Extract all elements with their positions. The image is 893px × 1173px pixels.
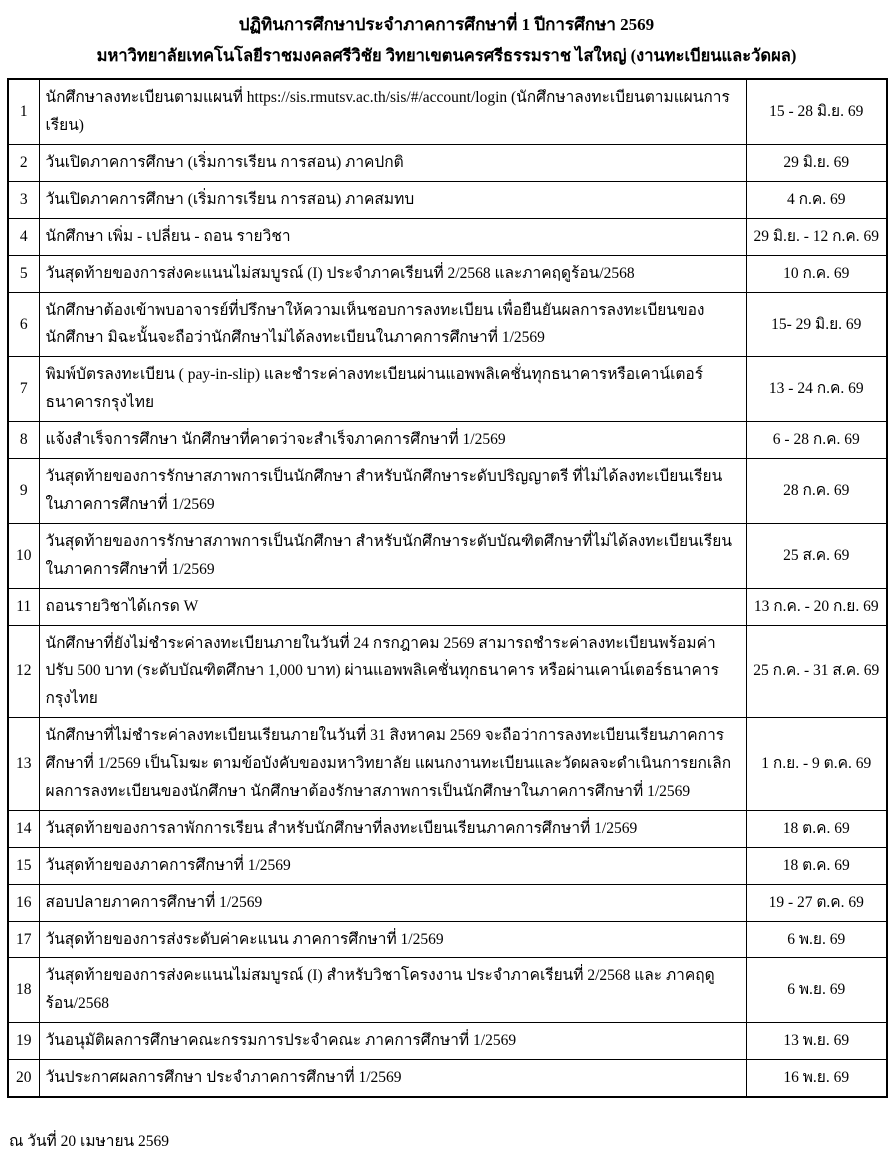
row-description-cell: วันสุดท้ายของการรักษาสภาพการเป็นนักศึกษา สำหรับนักศึกษาระดับปริญญาตรี ที่ไม่ได้ลงทะเบียนเรียนในภาคการศึกษาที่ 1/2569	[39, 459, 746, 524]
table-row	[8, 847, 887, 884]
row-description-cell: นักศึกษา เพิ่ม - เปลี่ยน - ถอน รายวิชา	[39, 218, 746, 255]
row-number-cell: 11	[8, 588, 39, 625]
footer-date-note: ณ วันที่ 20 เมษายน 2569	[9, 1132, 170, 1150]
table-row	[8, 255, 887, 292]
row-number-cell: 14	[8, 810, 39, 847]
row-description-cell: ถอนรายวิชาได้เกรด W	[39, 588, 746, 625]
row-number-cell: 8	[8, 422, 39, 459]
row-date-cell: 19 - 27 ต.ค. 69	[746, 884, 887, 921]
table-row	[8, 145, 887, 182]
row-date-cell: 25 ก.ค. - 31 ส.ค. 69	[746, 625, 887, 718]
table-row	[8, 1023, 887, 1060]
row-number-cell: 19	[8, 1023, 39, 1060]
row-description-cell: วันสุดท้ายของการส่งคะแนนไม่สมบูรณ์ (I) สำหรับวิชาโครงงาน ประจำภาคเรียนที่ 2/2568 และ ภาคฤดูร้อน/2568	[39, 958, 746, 1023]
row-number-cell: 2	[8, 145, 39, 182]
table-row	[8, 459, 887, 524]
row-number-cell: 16	[8, 884, 39, 921]
row-number-cell: 18	[8, 958, 39, 1023]
row-number-cell: 13	[8, 718, 39, 811]
row-description-cell: วันสุดท้ายของการส่งระดับค่าคะแนน ภาคการศึกษาที่ 1/2569	[39, 921, 746, 958]
table-row	[8, 422, 887, 459]
row-number-cell: 10	[8, 523, 39, 588]
document-subtitle: มหาวิทยาลัยเทคโนโลยีราชมงคลศรีวิชัย วิทยาเขตนครศรีธรรมราช ไสใหญ่ (งานทะเบียนและวัดผล)	[96, 45, 797, 65]
row-date-cell: 28 ก.ค. 69	[746, 459, 887, 524]
table-row	[8, 718, 887, 811]
row-date-cell: 1 ก.ย. - 9 ต.ค. 69	[746, 718, 887, 811]
row-date-cell: 13 - 24 ก.ค. 69	[746, 357, 887, 422]
table-row	[8, 79, 887, 144]
calendar-table-body	[8, 79, 887, 1097]
row-number-cell: 1	[8, 79, 39, 144]
row-number-cell: 3	[8, 181, 39, 218]
row-date-cell: 25 ส.ค. 69	[746, 523, 887, 588]
table-row	[8, 958, 887, 1023]
row-description-cell: วันสุดท้ายของการรักษาสภาพการเป็นนักศึกษา สำหรับนักศึกษาระดับบัณฑิตศึกษาที่ไม่ได้ลงทะเบียนเรียนในภาคการศึกษาที่ 1/2569	[39, 523, 746, 588]
row-date-cell: 15 - 28 มิ.ย. 69	[746, 79, 887, 144]
row-date-cell: 18 ต.ค. 69	[746, 810, 887, 847]
row-date-cell: 29 มิ.ย. 69	[746, 145, 887, 182]
table-row	[8, 523, 887, 588]
row-description-cell: วันสุดท้ายของการลาพักการเรียน สำหรับนักศึกษาที่ลงทะเบียนเรียนภาคการศึกษาที่ 1/2569	[39, 810, 746, 847]
row-description-cell: วันสุดท้ายของการส่งคะแนนไม่สมบูรณ์ (I) ประจำภาคเรียนที่ 2/2568 และภาคฤดูร้อน/2568	[39, 255, 746, 292]
table-row	[8, 921, 887, 958]
row-date-cell: 6 พ.ย. 69	[746, 958, 887, 1023]
row-description-cell: วันสุดท้ายของภาคการศึกษาที่ 1/2569	[39, 847, 746, 884]
row-number-cell: 5	[8, 255, 39, 292]
row-description-cell: นักศึกษาที่ไม่ชำระค่าลงทะเบียนเรียนภายในวันที่ 31 สิงหาคม 2569 จะถือว่าการลงทะเบียนเรียนภาคการศึกษาที่ 1/2569 เป็นโมฆะ ตามข้อบังคับของมหาวิทยาลัย แผนกงานทะเบียนและวัดผลจะดำเนินการยกเลิกผลการลงทะเบียนของนักศึกษา นักศึกษาต้องรักษาสภาพการเป็นนักศึกษาในภาคการศึกษาที่ 1/2569	[39, 718, 746, 811]
row-description-cell: สอบปลายภาคการศึกษาที่ 1/2569	[39, 884, 746, 921]
row-number-cell: 20	[8, 1060, 39, 1097]
row-date-cell: 4 ก.ค. 69	[746, 181, 887, 218]
row-number-cell: 17	[8, 921, 39, 958]
academic-calendar-table	[7, 78, 888, 1098]
table-row	[8, 1060, 887, 1097]
row-description-cell: นักศึกษาต้องเข้าพบอาจารย์ที่ปรึกษาให้ความเห็นชอบการลงทะเบียน เพื่อยืนยันผลการลงทะเบียนของนักศึกษา มิฉะนั้นจะถือว่านักศึกษาไม่ได้ลงทะเบียนในภาคการศึกษาที่ 1/2569	[39, 292, 746, 357]
row-date-cell: 29 มิ.ย. - 12 ก.ค. 69	[746, 218, 887, 255]
row-description-cell: แจ้งสำเร็จการศึกษา นักศึกษาที่คาดว่าจะสำเร็จภาคการศึกษาที่ 1/2569	[39, 422, 746, 459]
row-number-cell: 4	[8, 218, 39, 255]
row-date-cell: 13 พ.ย. 69	[746, 1023, 887, 1060]
table-row	[8, 884, 887, 921]
table-row	[8, 292, 887, 357]
row-description-cell: พิมพ์บัตรลงทะเบียน ( pay-in-slip) และชำระค่าลงทะเบียนผ่านแอพพลิเคชั่นทุกธนาคารหรือเคาน์เตอร์ธนาคารกรุงไทย	[39, 357, 746, 422]
row-description-cell: นักศึกษาลงทะเบียนตามแผนที่ https://sis.rmutsv.ac.th/sis/#/account/login (นักศึกษาลงทะเบียนตามแผนการเรียน)	[39, 79, 746, 144]
row-description-cell: นักศึกษาที่ยังไม่ชำระค่าลงทะเบียนภายในวันที่ 24 กรกฎาคม 2569 สามารถชำระค่าลงทะเบียนพร้อมค่าปรับ 500 บาท (ระดับบัณฑิตศึกษา 1,000 บาท) ผ่านแอพพลิเคชั่นทุกธนาคาร หรือผ่านเคาน์เตอร์ธนาคารกรุงไทย	[39, 625, 746, 718]
row-date-cell: 6 พ.ย. 69	[746, 921, 887, 958]
row-number-cell: 7	[8, 357, 39, 422]
row-date-cell: 10 ก.ค. 69	[746, 255, 887, 292]
row-date-cell: 15- 29 มิ.ย. 69	[746, 292, 887, 357]
row-description-cell: วันอนุมัติผลการศึกษาคณะกรรมการประจำคณะ ภาคการศึกษาที่ 1/2569	[39, 1023, 746, 1060]
row-date-cell: 13 ก.ค. - 20 ก.ย. 69	[746, 588, 887, 625]
row-date-cell: 6 - 28 ก.ค. 69	[746, 422, 887, 459]
table-row	[8, 181, 887, 218]
row-description-cell: วันเปิดภาคการศึกษา (เริ่มการเรียน การสอน) ภาคสมทบ	[39, 181, 746, 218]
row-number-cell: 6	[8, 292, 39, 357]
row-description-cell: วันประกาศผลการศึกษา ประจำภาคการศึกษาที่ 1/2569	[39, 1060, 746, 1097]
table-row	[8, 218, 887, 255]
row-date-cell: 18 ต.ค. 69	[746, 847, 887, 884]
row-number-cell: 15	[8, 847, 39, 884]
table-row	[8, 357, 887, 422]
row-number-cell: 12	[8, 625, 39, 718]
table-row	[8, 810, 887, 847]
row-number-cell: 9	[8, 459, 39, 524]
row-date-cell: 16 พ.ย. 69	[746, 1060, 887, 1097]
table-row	[8, 625, 887, 718]
document-title: ปฏิทินการศึกษาประจำภาคการศึกษาที่ 1 ปีการศึกษา 2569	[238, 15, 655, 34]
table-row	[8, 588, 887, 625]
row-description-cell: วันเปิดภาคการศึกษา (เริ่มการเรียน การสอน) ภาคปกติ	[39, 145, 746, 182]
